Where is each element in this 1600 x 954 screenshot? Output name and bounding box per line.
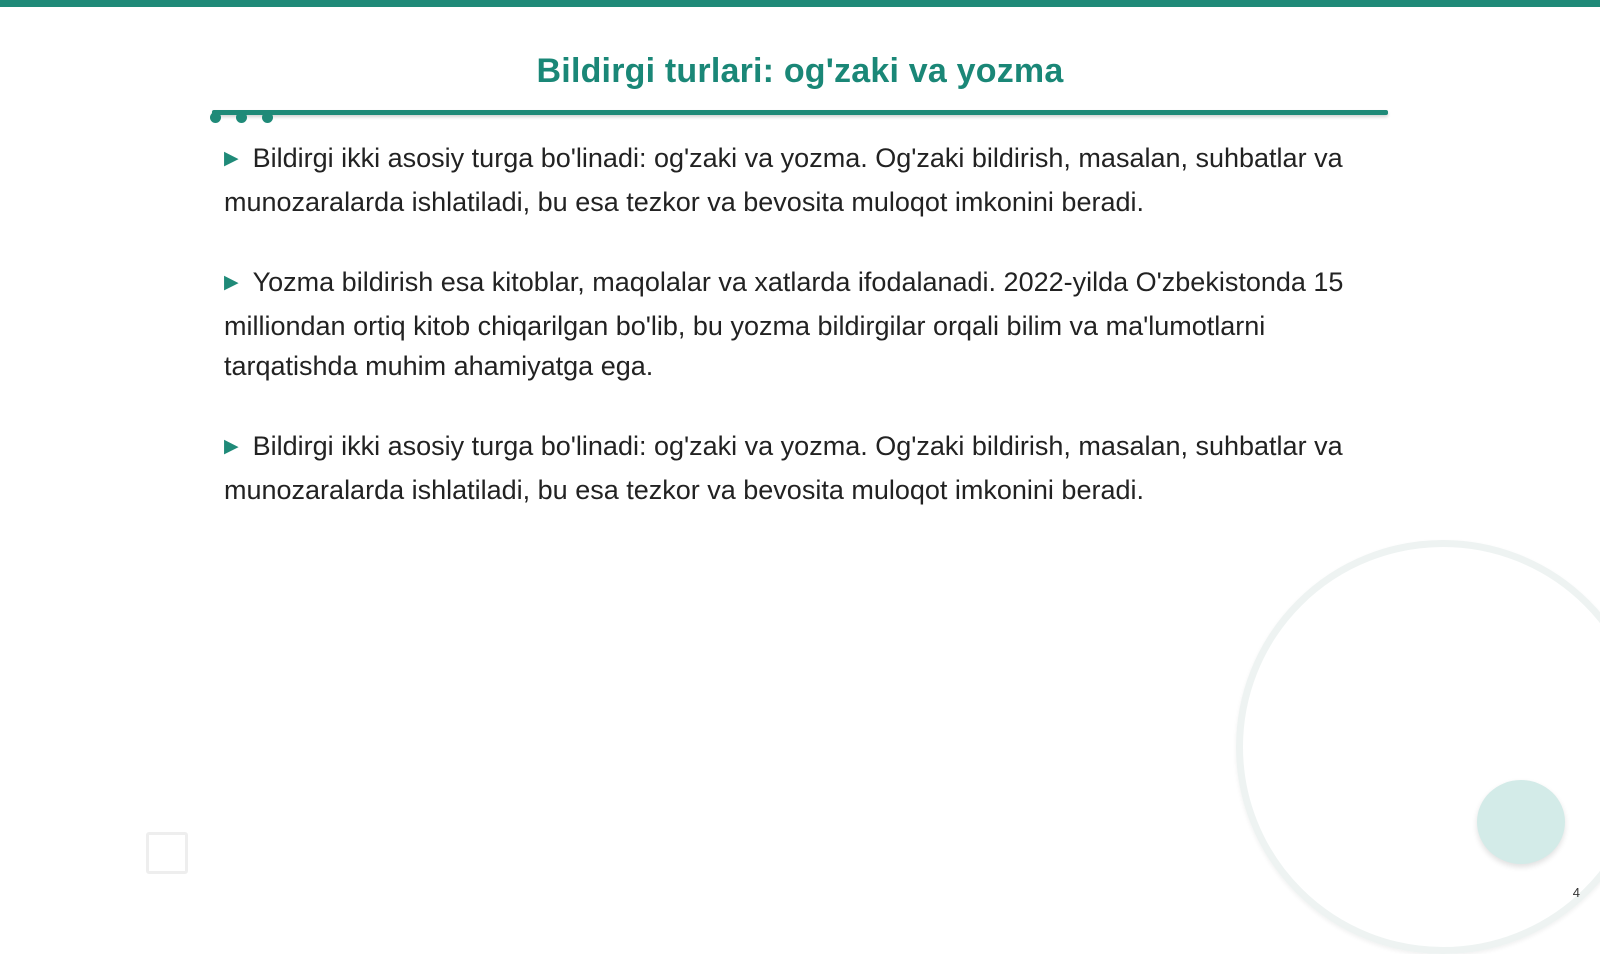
- bullet-list: [224, 138, 1374, 550]
- bullet-text: Yozma bildirish esa kitoblar, maqolalar va xatlarda ifodalanadi. 2022-yilda O'zbekistonda 15 milliondan ortiq kitob chiqarilgan bo'lib, bu yozma bildirgilar orqali bilim va ma'lumotlarni tarqatishda muhim ahamiyatga ega.: [224, 267, 1344, 381]
- title-underline: [212, 110, 1388, 115]
- decor-circle: [1477, 780, 1565, 864]
- bullet-triangle-icon: ▶: [224, 148, 239, 169]
- decor-dot: [236, 112, 247, 123]
- bullet-item-1: [224, 138, 1374, 222]
- decor-dot: [262, 112, 273, 123]
- bullet-triangle-icon: ▶: [224, 436, 239, 457]
- decor-square: [146, 832, 188, 874]
- bullet-text: Bildirgi ikki asosiy turga bo'linadi: og'zaki va yozma. Og'zaki bildirish, masalan, suhbatlar va munozaralarda ishlatiladi, bu esa tezkor va bevosita muloqot imkonini beradi.: [224, 143, 1343, 217]
- top-accent-bar: [0, 0, 1600, 7]
- bullet-item-3: [224, 426, 1374, 510]
- decor-dot: [210, 112, 221, 123]
- slide-title: Bildirgi turlari: og'zaki va yozma: [536, 52, 1064, 90]
- bullet-text: Bildirgi ikki asosiy turga bo'linadi: og'zaki va yozma. Og'zaki bildirish, masalan, suhbatlar va munozaralarda ishlatiladi, bu esa tezkor va bevosita muloqot imkonini beradi.: [224, 431, 1343, 505]
- decor-ring: [1236, 540, 1600, 954]
- bullet-triangle-icon: ▶: [224, 272, 239, 293]
- bullet-item-2: [224, 262, 1374, 386]
- page-number: 4: [1572, 885, 1580, 900]
